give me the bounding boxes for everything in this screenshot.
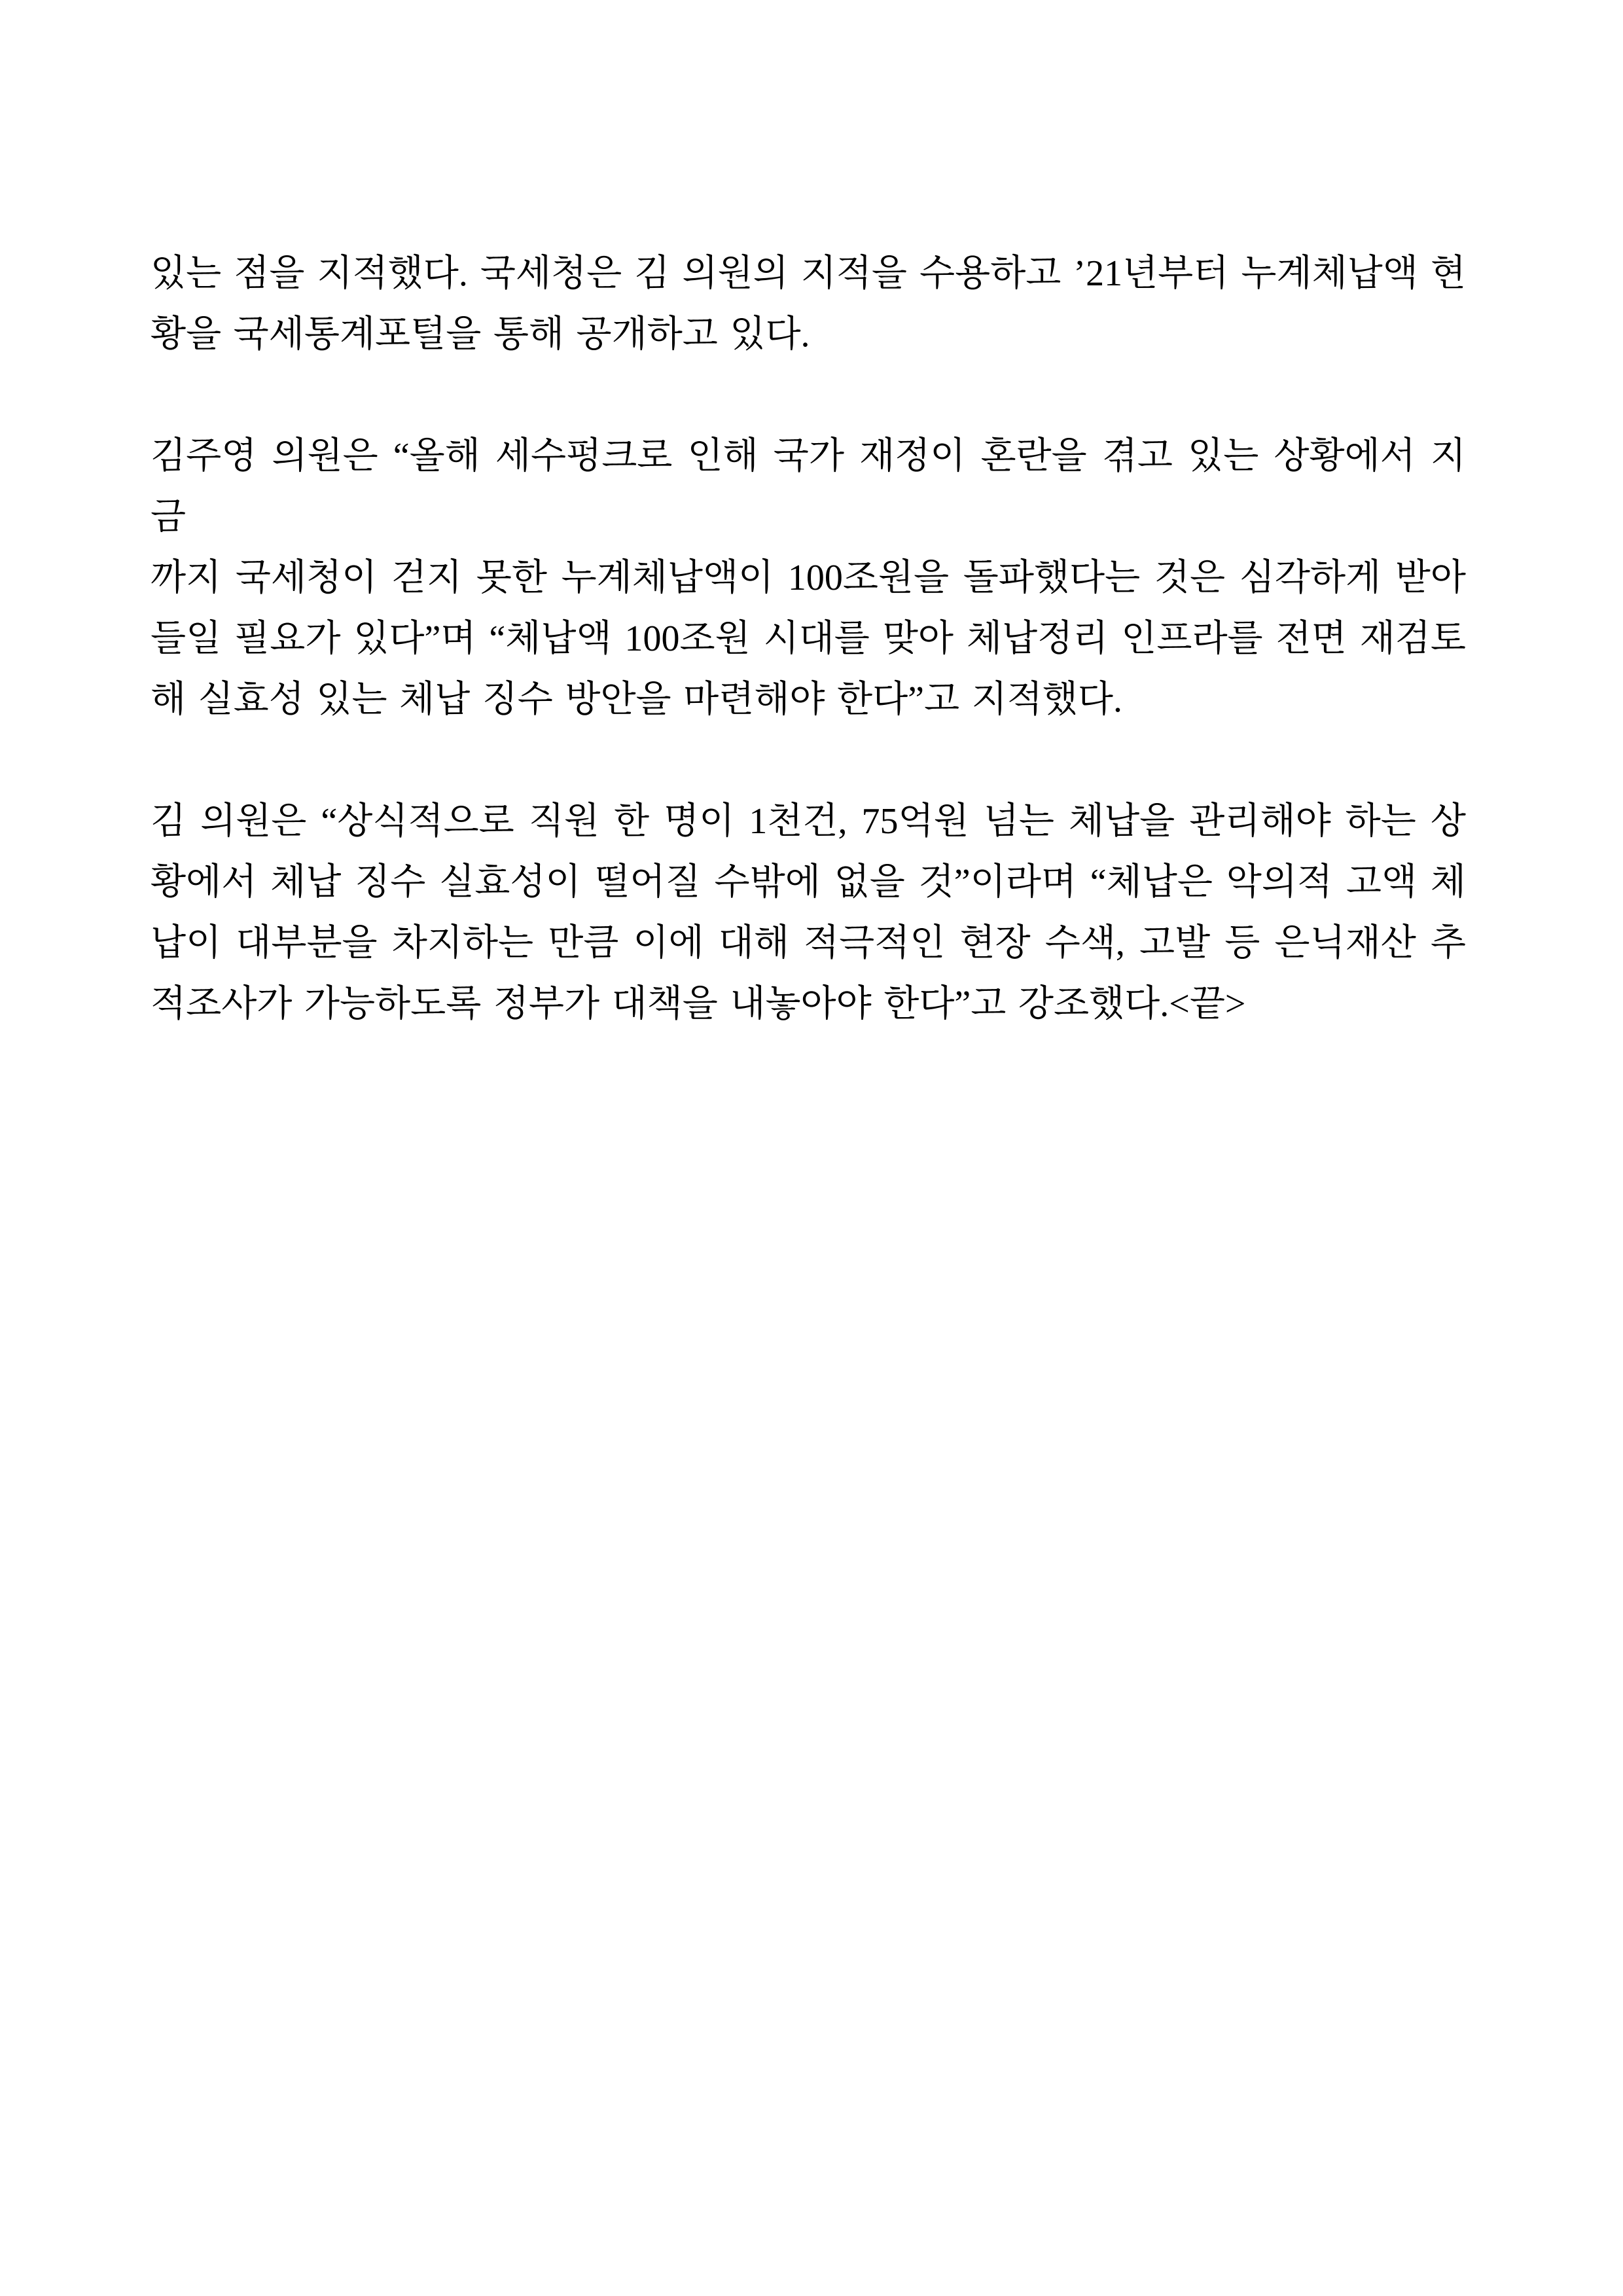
text-line: 김주영 의원은 “올해 세수펑크로 인해 국가 재정이 혼란을 겪고 있는 상황에서 지금 <box>151 436 1466 537</box>
paragraph <box>151 791 1466 1035</box>
text-line: 까지 국세청이 걷지 못한 누계체납액이 100조원을 돌파했다는 것은 심각하게 받아 <box>151 558 1466 598</box>
text-line: 해 실효성 있는 체납 징수 방안을 마련해야 한다”고 지적했다. <box>151 679 1122 720</box>
text-line: 황에서 체납 징수 실효성이 떨어질 수밖에 없을 것”이라며 “체납은 악의적 고액 체 <box>151 862 1466 903</box>
text-line: 들일 필요가 있다”며 “체납액 100조원 시대를 맞아 체납정리 인프라를 전면 재검토 <box>151 619 1466 659</box>
document-body-text <box>151 243 1466 1035</box>
paragraph <box>151 243 1466 365</box>
text-line: 황을 국세통계포털을 통해 공개하고 있다. <box>151 314 810 355</box>
text-line: 김 의원은 “상식적으로 직원 한 명이 1천건, 75억원 넘는 체납을 관리해야 하는 상 <box>151 801 1466 842</box>
paragraph <box>151 426 1466 730</box>
text-line: 적조사가 가능하도록 정부가 대책을 내놓아야 한다”고 강조했다.<끝> <box>151 984 1246 1024</box>
text-line: 있는 점을 지적했다. 국세청은 김 의원의 지적을 수용하고 ’21년부터 누계체납액 현 <box>151 253 1466 294</box>
text-line: 납이 대부분을 차지하는 만큼 이에 대해 적극적인 현장 수색, 고발 등 은닉재산 추 <box>151 923 1466 963</box>
